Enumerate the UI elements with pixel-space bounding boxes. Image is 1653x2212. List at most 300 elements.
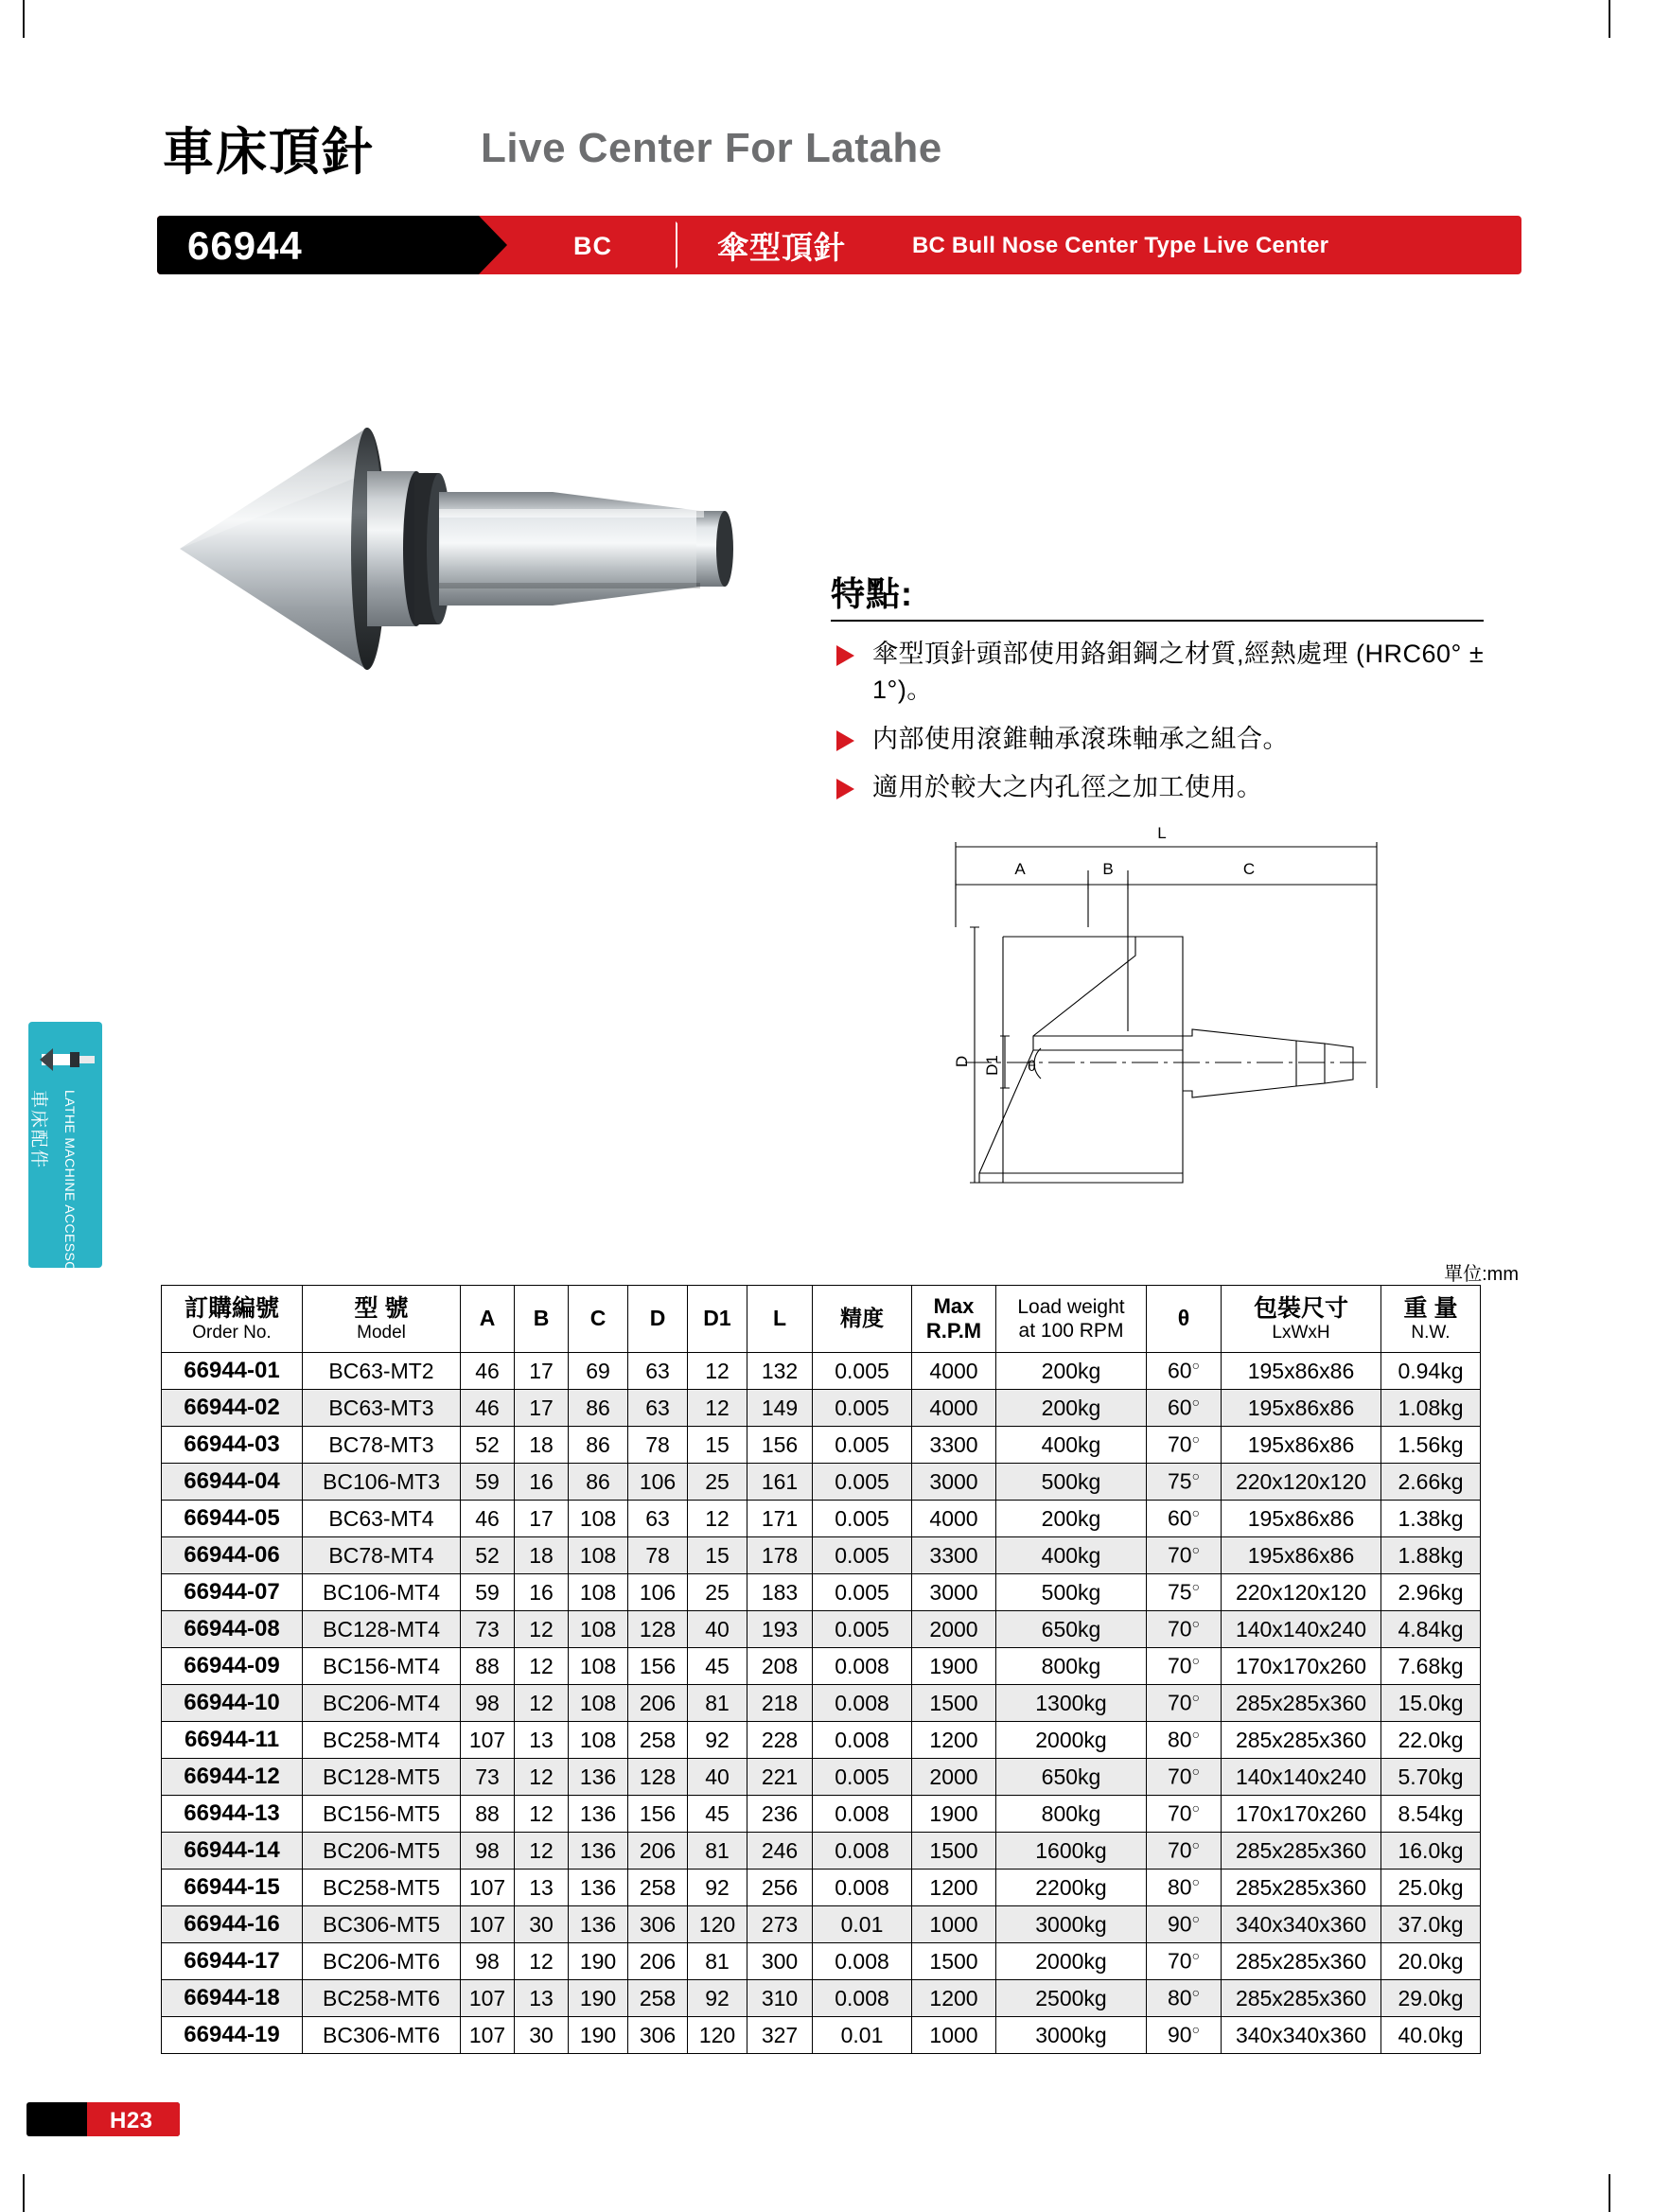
cell-l: 228 [747,1722,813,1759]
cell-accuracy: 0.005 [813,1537,912,1574]
feature-item [833,769,1486,805]
cell-l: 310 [747,1980,813,2017]
cell-net-weight: 1.08kg [1381,1390,1481,1427]
table-header-row [162,1286,1481,1353]
feature-text: 傘型頂針頭部使用鉻鉬鋼之材質,經熱處理 (HRC60° ± 1°)。 [872,640,1485,705]
cell-max-rpm: 3300 [912,1427,996,1464]
cell-l: 218 [747,1685,813,1722]
cell-a: 52 [461,1537,515,1574]
feature-item [833,721,1486,757]
cell-a: 107 [461,2017,515,2054]
cell-a: 59 [461,1574,515,1611]
dim-label-C: C [1242,860,1256,878]
product-photo [170,360,833,738]
cell-load-weight: 500kg [996,1574,1147,1611]
table-row [162,1574,1481,1611]
technical-drawing [946,814,1476,1325]
cell-l: 171 [747,1501,813,1537]
crop-mark-bottom-left [23,2174,25,2212]
cell-net-weight: 25.0kg [1381,1870,1481,1906]
cell-b: 12 [515,1685,569,1722]
cell-load-weight: 1600kg [996,1833,1147,1870]
cell-load-weight: 2500kg [996,1980,1147,2017]
header-package-zh: 包裝尺寸 [1253,1294,1348,1322]
cell-accuracy: 0.005 [813,1611,912,1648]
cell-package-size: 285x285x360 [1222,1980,1381,2017]
cell-max-rpm: 4000 [912,1390,996,1427]
crop-mark-top-right [1609,0,1610,38]
cell-package-size: 340x340x360 [1222,2017,1381,2054]
header-model-zh: 型 號 [354,1294,409,1322]
cell-max-rpm: 2000 [912,1759,996,1796]
header-weight-en: N.W. [1411,1322,1451,1343]
cell-d: 63 [628,1390,688,1427]
cell-model: BC306-MT6 [303,2017,461,2054]
cell-b: 30 [515,1906,569,1943]
cell-theta: 70○ [1147,1611,1222,1648]
cell-a: 73 [461,1611,515,1648]
cell-l: 178 [747,1537,813,1574]
cell-order-no: 66944-10 [162,1685,303,1722]
cell-theta: 70○ [1147,1796,1222,1833]
cell-d1: 15 [688,1427,747,1464]
table-row [162,1611,1481,1648]
cell-model: BC128-MT5 [303,1759,461,1796]
cell-d: 106 [628,1464,688,1501]
cell-load-weight: 400kg [996,1537,1147,1574]
cell-theta: 70○ [1147,1943,1222,1980]
cell-c: 108 [569,1574,628,1611]
cell-c: 190 [569,2017,628,2054]
cell-a: 52 [461,1427,515,1464]
dim-label-theta: θ [1028,1059,1036,1075]
cell-b: 16 [515,1464,569,1501]
header-net-weight [1381,1286,1481,1353]
features-list [833,636,1486,817]
cell-model: BC156-MT4 [303,1648,461,1685]
cell-a: 59 [461,1464,515,1501]
dim-label-L: L [1157,824,1167,842]
cell-b: 17 [515,1353,569,1390]
cell-load-weight: 3000kg [996,1906,1147,1943]
cell-model: BC206-MT5 [303,1833,461,1870]
header-d1: D1 [688,1286,747,1353]
cell-d: 206 [628,1685,688,1722]
cell-load-weight: 3000kg [996,2017,1147,2054]
cell-d1: 25 [688,1574,747,1611]
cell-max-rpm: 4000 [912,1501,996,1537]
cell-l: 236 [747,1796,813,1833]
cell-load-weight: 2200kg [996,1870,1147,1906]
cell-d: 258 [628,1870,688,1906]
table-row [162,1537,1481,1574]
cell-accuracy: 0.005 [813,1759,912,1796]
cell-d1: 92 [688,1870,747,1906]
cell-load-weight: 800kg [996,1648,1147,1685]
cell-accuracy: 0.005 [813,1574,912,1611]
cell-l: 256 [747,1870,813,1906]
cell-c: 108 [569,1722,628,1759]
cell-theta: 60○ [1147,1501,1222,1537]
header-d: D [628,1286,688,1353]
table-row [162,1427,1481,1464]
features-title: 特點: [831,574,913,613]
table-row [162,1353,1481,1390]
cell-net-weight: 29.0kg [1381,1980,1481,2017]
cell-c: 108 [569,1611,628,1648]
feature-text: 適用於較大之内孔徑之加工使用。 [872,772,1263,801]
dim-label-A: A [1014,860,1026,878]
cell-package-size: 140x140x240 [1222,1759,1381,1796]
cell-order-no: 66944-12 [162,1759,303,1796]
cell-net-weight: 40.0kg [1381,2017,1481,2054]
series-label: BC [573,232,612,260]
header-theta: θ [1147,1286,1222,1353]
cell-a: 98 [461,1833,515,1870]
cell-load-weight: 1300kg [996,1685,1147,1722]
cell-accuracy: 0.01 [813,1906,912,1943]
side-tab-label-en: LATHE MACHINE ACCESSORIES [62,1090,78,1305]
cell-l: 161 [747,1464,813,1501]
cell-load-weight: 200kg [996,1353,1147,1390]
cell-accuracy: 0.005 [813,1501,912,1537]
cell-a: 107 [461,1906,515,1943]
cell-max-rpm: 1000 [912,2017,996,2054]
cell-d1: 12 [688,1353,747,1390]
cell-net-weight: 2.96kg [1381,1574,1481,1611]
cell-order-no: 66944-03 [162,1427,303,1464]
cell-b: 18 [515,1427,569,1464]
cell-d1: 45 [688,1796,747,1833]
header-l: L [747,1286,813,1353]
cell-c: 190 [569,1980,628,2017]
banner-subtitle-zh: 傘型頂針 [717,230,846,265]
cell-max-rpm: 1200 [912,1980,996,2017]
cell-max-rpm: 1200 [912,1722,996,1759]
cell-package-size: 340x340x360 [1222,1906,1381,1943]
side-tab-lathe-accessories [28,1022,102,1305]
cell-a: 98 [461,1685,515,1722]
banner-subtitle-en: BC Bull Nose Center Type Live Center [912,233,1329,258]
cell-d1: 81 [688,1943,747,1980]
cell-max-rpm: 1900 [912,1648,996,1685]
cell-accuracy: 0.008 [813,1943,912,1980]
cell-order-no: 66944-02 [162,1390,303,1427]
cell-order-no: 66944-04 [162,1464,303,1501]
cell-load-weight: 400kg [996,1427,1147,1464]
cell-c: 108 [569,1648,628,1685]
cell-package-size: 140x140x240 [1222,1611,1381,1648]
cell-d: 258 [628,1980,688,2017]
cell-model: BC258-MT5 [303,1870,461,1906]
cell-order-no: 66944-05 [162,1501,303,1537]
cell-a: 73 [461,1759,515,1796]
cell-c: 136 [569,1833,628,1870]
cell-a: 88 [461,1796,515,1833]
cell-package-size: 170x170x260 [1222,1648,1381,1685]
cell-a: 107 [461,1870,515,1906]
cell-accuracy: 0.008 [813,1870,912,1906]
features-divider [831,620,1484,622]
cell-c: 136 [569,1906,628,1943]
cell-d1: 81 [688,1833,747,1870]
table-row [162,1796,1481,1833]
cell-order-no: 66944-09 [162,1648,303,1685]
cell-l: 183 [747,1574,813,1611]
cell-net-weight: 7.68kg [1381,1648,1481,1685]
cell-package-size: 220x120x120 [1222,1464,1381,1501]
cell-theta: 60○ [1147,1353,1222,1390]
cell-model: BC106-MT4 [303,1574,461,1611]
cell-order-no: 66944-07 [162,1574,303,1611]
cell-l: 300 [747,1943,813,1980]
cell-d: 63 [628,1501,688,1537]
cell-b: 12 [515,1759,569,1796]
header-load-weight: Load weight at 100 RPM [996,1286,1147,1353]
cell-model: BC128-MT4 [303,1611,461,1648]
table-row [162,1648,1481,1685]
cell-d: 63 [628,1353,688,1390]
cell-b: 30 [515,2017,569,2054]
cell-a: 107 [461,1722,515,1759]
cell-d1: 12 [688,1390,747,1427]
cell-theta: 75○ [1147,1574,1222,1611]
cell-b: 12 [515,1943,569,1980]
cell-max-rpm: 2000 [912,1611,996,1648]
cell-accuracy: 0.01 [813,2017,912,2054]
cell-max-rpm: 4000 [912,1353,996,1390]
cell-a: 46 [461,1501,515,1537]
table-row [162,1390,1481,1427]
cell-theta: 75○ [1147,1464,1222,1501]
cell-max-rpm: 1500 [912,1943,996,1980]
product-code: 66944 [187,223,303,268]
cell-net-weight: 8.54kg [1381,1796,1481,1833]
cell-model: BC258-MT4 [303,1722,461,1759]
cell-d: 258 [628,1722,688,1759]
cell-theta: 90○ [1147,2017,1222,2054]
cell-accuracy: 0.008 [813,1980,912,2017]
feature-item [833,636,1486,709]
cell-c: 86 [569,1427,628,1464]
table-row [162,1759,1481,1796]
cell-d: 128 [628,1759,688,1796]
cell-order-no: 66944-18 [162,1980,303,2017]
cell-max-rpm: 1200 [912,1870,996,1906]
header-order-no-en: Order No. [192,1322,272,1343]
cell-load-weight: 2000kg [996,1943,1147,1980]
cell-c: 108 [569,1685,628,1722]
cell-d1: 12 [688,1501,747,1537]
cell-model: BC206-MT4 [303,1685,461,1722]
cell-theta: 70○ [1147,1685,1222,1722]
cell-load-weight: 650kg [996,1759,1147,1796]
dim-label-D: D [953,1055,971,1068]
cell-d1: 40 [688,1611,747,1648]
cell-b: 13 [515,1870,569,1906]
cell-load-weight: 800kg [996,1796,1147,1833]
cell-package-size: 220x120x120 [1222,1574,1381,1611]
cell-model: BC258-MT6 [303,1980,461,2017]
cell-order-no: 66944-17 [162,1943,303,1980]
table-row [162,1906,1481,1943]
cell-accuracy: 0.008 [813,1796,912,1833]
cell-accuracy: 0.005 [813,1427,912,1464]
header-order-no [162,1286,303,1353]
cell-package-size: 285x285x360 [1222,1722,1381,1759]
header-model-en: Model [357,1322,406,1343]
cell-net-weight: 5.70kg [1381,1759,1481,1796]
chevron-right-inner-icon [677,221,700,269]
table-row [162,1464,1481,1501]
cell-l: 132 [747,1353,813,1390]
cell-max-rpm: 3000 [912,1574,996,1611]
cell-d1: 25 [688,1464,747,1501]
table-row [162,2017,1481,2054]
cell-accuracy: 0.005 [813,1464,912,1501]
cell-order-no: 66944-14 [162,1833,303,1870]
cell-theta: 70○ [1147,1833,1222,1870]
cell-order-no: 66944-16 [162,1906,303,1943]
page-title-zh: 車床頂針 [163,124,375,181]
crop-mark-bottom-right [1609,2174,1610,2212]
cell-order-no: 66944-01 [162,1353,303,1390]
cell-package-size: 170x170x260 [1222,1796,1381,1833]
cell-d: 306 [628,2017,688,2054]
cell-max-rpm: 3000 [912,1464,996,1501]
cell-model: BC78-MT3 [303,1427,461,1464]
cell-order-no: 66944-15 [162,1870,303,1906]
cell-b: 13 [515,1980,569,2017]
unit-note: 單位:mm [1444,1264,1519,1285]
cell-model: BC63-MT4 [303,1501,461,1537]
header-package-size [1222,1286,1381,1353]
cell-accuracy: 0.005 [813,1390,912,1427]
cell-b: 12 [515,1796,569,1833]
cell-b: 12 [515,1648,569,1685]
cell-d1: 120 [688,2017,747,2054]
bullet-triangle-icon [836,730,854,751]
cell-l: 327 [747,2017,813,2054]
cell-theta: 80○ [1147,1722,1222,1759]
cell-accuracy: 0.008 [813,1722,912,1759]
cell-accuracy: 0.008 [813,1648,912,1685]
cell-load-weight: 2000kg [996,1722,1147,1759]
table-row [162,1870,1481,1906]
cell-c: 136 [569,1870,628,1906]
cell-net-weight: 15.0kg [1381,1685,1481,1722]
cell-package-size: 285x285x360 [1222,1943,1381,1980]
table-row [162,1833,1481,1870]
cell-net-weight: 4.84kg [1381,1611,1481,1648]
cell-theta: 60○ [1147,1390,1222,1427]
cell-b: 16 [515,1574,569,1611]
cell-c: 86 [569,1390,628,1427]
cell-d1: 15 [688,1537,747,1574]
cell-net-weight: 20.0kg [1381,1943,1481,1980]
header-order-no-zh: 訂購編號 [184,1294,279,1322]
page-number: H23 [110,2108,153,2133]
cell-d1: 45 [688,1648,747,1685]
cell-theta: 70○ [1147,1427,1222,1464]
cell-theta: 80○ [1147,1870,1222,1906]
cell-load-weight: 200kg [996,1501,1147,1537]
bullet-triangle-icon [836,645,854,666]
cell-net-weight: 1.38kg [1381,1501,1481,1537]
table-row [162,1943,1481,1980]
cell-c: 108 [569,1501,628,1537]
cell-max-rpm: 1900 [912,1796,996,1833]
cell-l: 156 [747,1427,813,1464]
cell-max-rpm: 1000 [912,1906,996,1943]
cell-package-size: 195x86x86 [1222,1427,1381,1464]
cell-model: BC63-MT2 [303,1353,461,1390]
table-row [162,1685,1481,1722]
side-tab-label-zh: 車床配件 [28,1090,48,1170]
cell-model: BC78-MT4 [303,1537,461,1574]
cell-order-no: 66944-08 [162,1611,303,1648]
cell-c: 69 [569,1353,628,1390]
cell-max-rpm: 1500 [912,1833,996,1870]
bullet-triangle-icon [836,779,854,799]
cell-order-no: 66944-19 [162,2017,303,2054]
header-max-rpm: Max R.P.M [912,1286,996,1353]
dim-label-D1: D1 [983,1055,1001,1076]
cell-b: 12 [515,1611,569,1648]
cell-theta: 90○ [1147,1906,1222,1943]
cell-theta: 70○ [1147,1759,1222,1796]
cell-l: 208 [747,1648,813,1685]
cell-a: 98 [461,1943,515,1980]
cell-max-rpm: 3300 [912,1537,996,1574]
header-model [303,1286,461,1353]
cell-load-weight: 500kg [996,1464,1147,1501]
cell-l: 273 [747,1906,813,1943]
table-body [162,1353,1481,2054]
cell-b: 12 [515,1833,569,1870]
page-title-en: Live Center For Latahe [481,125,942,171]
header-a: A [461,1286,515,1353]
cell-net-weight: 2.66kg [1381,1464,1481,1501]
cell-theta: 70○ [1147,1537,1222,1574]
cell-package-size: 195x86x86 [1222,1390,1381,1427]
cell-load-weight: 200kg [996,1390,1147,1427]
header-weight-zh: 重 量 [1403,1294,1458,1322]
cell-l: 246 [747,1833,813,1870]
specification-table [161,1285,1481,2054]
cell-accuracy: 0.008 [813,1685,912,1722]
cell-model: BC63-MT3 [303,1390,461,1427]
cell-d: 106 [628,1574,688,1611]
cell-max-rpm: 1500 [912,1685,996,1722]
cell-model: BC206-MT6 [303,1943,461,1980]
cell-net-weight: 0.94kg [1381,1353,1481,1390]
header-accuracy: 精度 [813,1286,912,1353]
cell-d: 156 [628,1648,688,1685]
header-b: B [515,1286,569,1353]
cell-package-size: 285x285x360 [1222,1870,1381,1906]
cell-c: 136 [569,1759,628,1796]
cell-b: 13 [515,1722,569,1759]
cell-l: 193 [747,1611,813,1648]
cell-a: 88 [461,1648,515,1685]
header-package-en: LxWxH [1272,1322,1330,1343]
cell-d: 78 [628,1537,688,1574]
cell-net-weight: 37.0kg [1381,1906,1481,1943]
cell-package-size: 195x86x86 [1222,1537,1381,1574]
dim-label-B: B [1102,860,1114,878]
header-c: C [569,1286,628,1353]
